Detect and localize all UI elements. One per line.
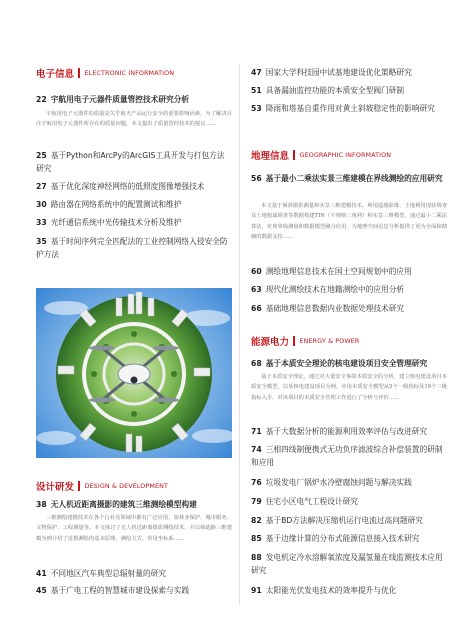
- section-header-geographic: [251, 148, 391, 162]
- page-number: 45: [36, 586, 47, 595]
- section-header-energy: [251, 334, 359, 348]
- section-bar: [293, 336, 295, 346]
- section-bar: [293, 150, 295, 160]
- cover-illustration: [36, 288, 232, 458]
- toc-entry[interactable]: [251, 425, 447, 438]
- section-bar: [78, 481, 80, 491]
- toc-entry[interactable]: [251, 302, 447, 315]
- page-number: 60: [251, 267, 262, 276]
- page-number: 53: [251, 104, 262, 113]
- page-number: 27: [36, 182, 47, 191]
- toc-entry[interactable]: [251, 532, 447, 545]
- entry-title: 不同地区汽车典型总辐射量的研究: [50, 569, 167, 578]
- toc-entry[interactable]: [36, 584, 232, 597]
- entry-abstract: 三维测绘建模技术在各个行业及领域中都有广泛应用，如林业保护、城市服务、文物保护、工程测量等。本文探讨了无人机近距离摄影测绘技术，并以韩迪路三维建模为例介绍了近摄测绘的基本原理、测绘方式、常用坐标系……: [36, 515, 232, 542]
- page-number: 33: [36, 218, 47, 227]
- entry-title: 测绘地理信息技术在国土空间规划中的应用: [265, 267, 412, 276]
- entry-title: 基于BD方法解决压缩机运行电流过高问题研究: [265, 516, 423, 525]
- page-number: 79: [251, 497, 262, 506]
- page-number: 56: [251, 174, 262, 183]
- toc-entry[interactable]: [251, 443, 447, 469]
- toc-entry[interactable]: [36, 198, 232, 211]
- entry-title: 发电机定冷水溶解氧浓度及漏氢量在线监测技术应用研究: [251, 553, 443, 575]
- entry-abstract: 本文基于倾斜摄影测量和实景三维建模技术，利用遥感影像、土地利用现状调查及土地权属调查等数据构建TIN（不规则三角网）和实景三维模型，通过最小二乘法算法，实现界线测量和数据模型融合应用，为地理空间信息分析提供了更为全面和精确的数据支持……: [251, 203, 447, 241]
- toc-entry[interactable]: [251, 66, 447, 79]
- entry-title: 降雨和塔基自重作用对黄土斜坡稳定性的影响研究: [265, 104, 435, 113]
- page-number: 25: [36, 151, 47, 160]
- page-number: 63: [251, 285, 262, 294]
- toc-entry[interactable]: [36, 567, 232, 580]
- page-number: 22: [36, 95, 47, 104]
- toc-entry[interactable]: [251, 495, 447, 508]
- toc-entry[interactable]: [251, 476, 447, 489]
- entry-title: 无人机近距离摄影的建筑三维测绘模型构建: [50, 500, 197, 509]
- page-number: 51: [251, 86, 262, 95]
- section-title-en: GEOGRAPHIC INFORMATION: [299, 151, 392, 159]
- column-divider: [239, 64, 240, 604]
- toc-entry[interactable]: [251, 584, 447, 597]
- toc-entry[interactable]: [251, 551, 447, 577]
- section-title-cn: 电子信息: [36, 69, 75, 80]
- planet-drone-image: [36, 288, 232, 458]
- page-number: 66: [251, 304, 262, 313]
- page-number: 30: [36, 200, 47, 209]
- toc-entry[interactable]: [251, 102, 447, 115]
- page-number: 88: [251, 553, 262, 562]
- entry-title: 基于Python和ArcPy的ArcGIS工具开发与打包方法研究: [36, 151, 225, 173]
- entry-title: 基于最小二乘法实景三维建模在界线测绘的应用研究: [265, 174, 443, 183]
- section-title-en: ENERGY & POWER: [299, 337, 360, 345]
- toc-entry[interactable]: [36, 498, 232, 511]
- page-number: 41: [36, 569, 47, 578]
- page-number: 71: [251, 427, 262, 436]
- page-number: 74: [251, 445, 262, 454]
- page-number: 38: [36, 500, 47, 509]
- entry-title: 基于边缘计算的分布式能源信息接入技术研究: [265, 534, 420, 543]
- entry-title: 三相四线制便携式无功负序滤波综合补偿装置的研制和应用: [251, 445, 443, 467]
- entry-title: 具备漏油监控功能的本质安全型阀门研制: [265, 86, 405, 95]
- entry-title: 太阳能光伏发电技术的效率提升与优化: [265, 586, 397, 595]
- section-header-design: [36, 479, 168, 493]
- toc-entry[interactable]: [251, 514, 447, 527]
- entry-title: 基于大数据分析的能源利用效率评估与改进研究: [265, 427, 428, 436]
- entry-title: 基于广电工程的智慧城市建设探索与实践: [50, 586, 190, 595]
- page-number: 91: [251, 586, 262, 595]
- toc-entry[interactable]: [251, 84, 447, 97]
- toc-entry[interactable]: [251, 172, 447, 185]
- page-number: 47: [251, 68, 262, 77]
- entry-title: 宇航用电子元器件质量管控技术研究分析: [50, 95, 190, 104]
- section-title-en: ELECTRONIC INFORMATION: [84, 69, 175, 77]
- entry-title: 国家大学科技园中试基地建设优化策略研究: [265, 68, 412, 77]
- entry-title: 基于本质安全理论的核电建设项目安全管理研究: [265, 359, 428, 368]
- page-number: 85: [251, 534, 262, 543]
- section-title-cn: 能源电力: [251, 337, 290, 348]
- section-title-cn: 地理信息: [251, 151, 290, 162]
- toc-entry[interactable]: [251, 265, 447, 278]
- entry-title: 垃圾发电厂锅炉水冷壁腐蚀问题与解决实践: [265, 478, 412, 487]
- section-bar: [78, 68, 80, 78]
- toc-entry[interactable]: [36, 180, 232, 193]
- page-number: 35: [36, 237, 47, 246]
- section-header-electronic: [36, 66, 174, 80]
- page-number: 82: [251, 516, 262, 525]
- section-title-cn: 设计研发: [36, 482, 75, 493]
- page-number: 68: [251, 359, 262, 368]
- toc-entry[interactable]: [36, 216, 232, 229]
- entry-title: 基于时间序列完全匹配法的工业控制网络入侵安全防护方法: [36, 237, 228, 259]
- entry-title: 住宅小区电气工程设计研究: [265, 497, 358, 506]
- entry-title: 光纤通信系统中光传输技术分析及维护: [50, 218, 182, 227]
- toc-entry[interactable]: [251, 357, 447, 370]
- toc-entry[interactable]: [36, 93, 232, 106]
- toc-entry[interactable]: [251, 283, 447, 296]
- entry-title: 现代化测绘技术在地籍测绘中的应用分析: [265, 285, 405, 294]
- entry-abstract: 宇航用电子元器件的质量是关乎航天产品运行安全的重要影响因素，为了解决目注宇航用电子元器件所存在的质量问题，本文提出了质量管控技术的提议……: [36, 111, 232, 128]
- toc-entry[interactable]: [36, 235, 232, 261]
- page-number: 76: [251, 478, 262, 487]
- entry-title: 基于优化深度神经网络的低照度图像增强技术: [50, 182, 205, 191]
- entry-title: 路由器在网络系统中的配置测试和维护: [50, 200, 182, 209]
- entry-abstract: 基于本质安全理论，通过对大量安全事故本质安全的分析，建立核电建设项目本质安全模型，以某核电建设项目为例，应用本质安全模型从5个一级指标及19个二级指标入手，对该项目的本质安全管理工作进行了分析与评价……: [251, 374, 447, 401]
- entry-title: 基础地理信息数据内业数据处理技术研究: [265, 304, 405, 313]
- toc-entry[interactable]: [36, 149, 232, 175]
- section-title-en: DESIGN & DEVELOPMENT: [84, 482, 169, 490]
